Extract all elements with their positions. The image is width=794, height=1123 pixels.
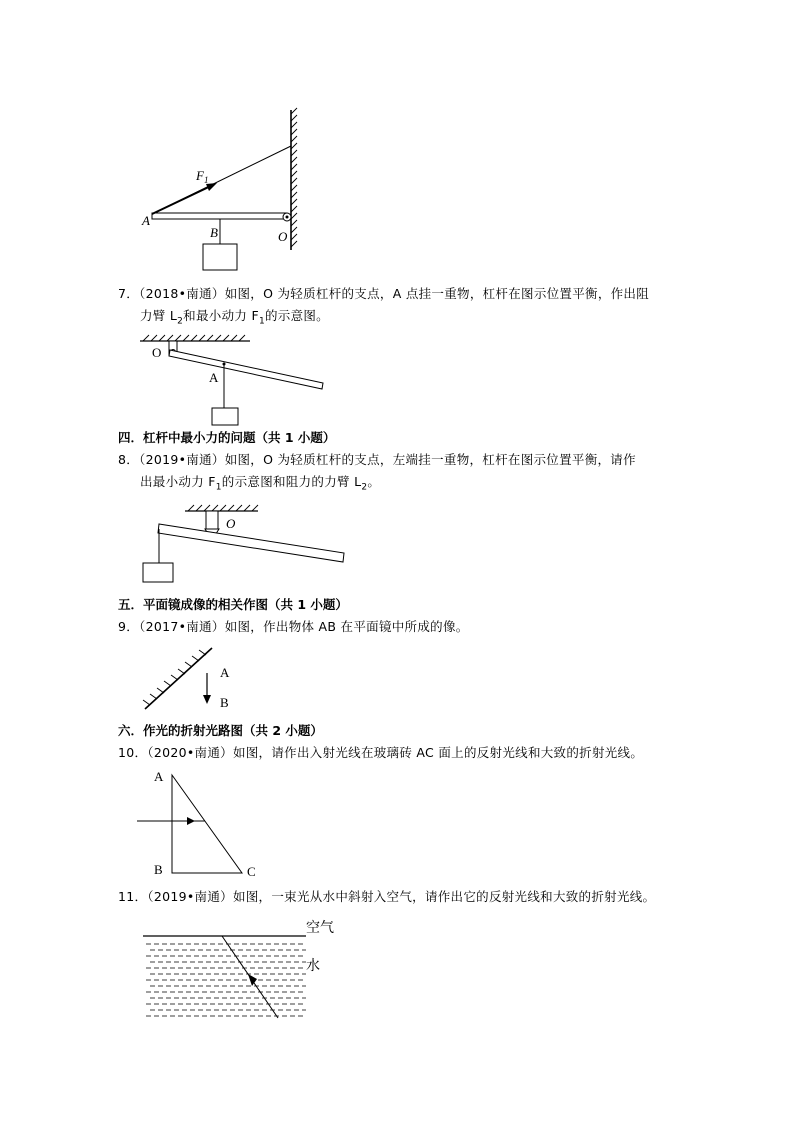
- point-o-label: O: [278, 229, 288, 244]
- question-7-line-2: 力臂 $L_2$和最小动力 $F_1$的示意图。: [140, 308, 329, 327]
- q7-point-a-label: A: [209, 370, 219, 385]
- question-11-text: 11．（2019•南通）如图，一束光从水中斜射入空气，请作出它的反射光线和大致的折射光线。: [118, 889, 656, 904]
- section-6-title: 六．作光的折射光路图（共 2 小题）: [118, 723, 323, 738]
- q7-pivot-o-label: O: [152, 345, 162, 360]
- q8-pivot-o-label: O: [226, 516, 236, 531]
- question-9-text: 9．（2017•南通）如图，作出物体 AB 在平面镜中所成的像。: [118, 619, 469, 634]
- q10-vertex-c-label: C: [247, 864, 256, 879]
- question-8-line-2: 出最小动力 $F_1$的示意图和阻力的力臂 $L_2$。: [140, 474, 381, 493]
- question-10-text: 10．（2020•南通）如图，请作出入射光线在玻璃砖 AC 面上的反射光线和大致的折射光线。: [118, 745, 644, 760]
- q11-air-label: 空气: [306, 921, 334, 936]
- section-5-title: 五．平面镜成像的相关作图（共 1 小题）: [118, 597, 348, 612]
- q10-vertex-b-label: B: [154, 862, 163, 877]
- point-a-label: A: [142, 213, 150, 228]
- q10-vertex-a-label: A: [154, 769, 164, 784]
- question-7-line-1: 7．（2018•南通）如图，O 为轻质杠杆的支点，A 点挂一重物，杠杆在图示位置平衡，作出阻: [118, 286, 650, 301]
- q9-point-b-label: B: [220, 695, 229, 710]
- q11-water-label: 水: [306, 959, 320, 974]
- q9-point-a-label: A: [220, 665, 230, 680]
- section-4-title: 四．杠杆中最小力的问题（共 1 小题）: [118, 430, 336, 445]
- force-f1-label: $F_1$: [196, 168, 209, 185]
- point-b-label: B: [210, 225, 218, 240]
- question-8-line-1: 8．（2019•南通）如图，O 为轻质杠杆的支点，左端挂一重物，杠杆在图示位置平衡，请作: [118, 452, 636, 467]
